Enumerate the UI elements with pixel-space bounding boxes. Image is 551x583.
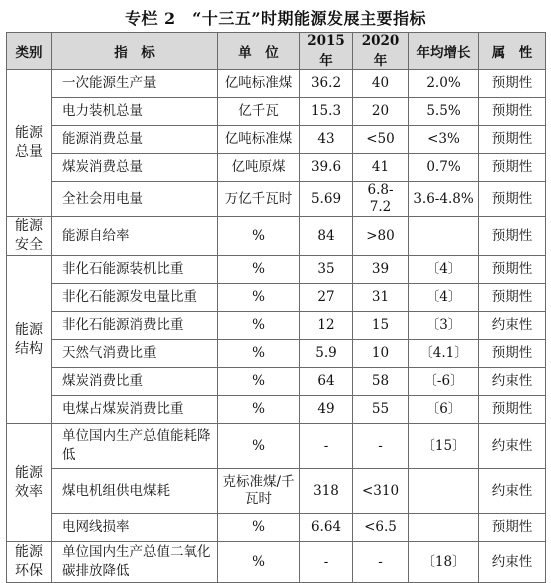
- value-2015-cell: 84: [300, 217, 353, 256]
- header-2020: 2020 年: [353, 33, 409, 70]
- header-attribute: 属 性: [479, 33, 546, 70]
- growth-cell: 〔4〕: [409, 256, 479, 284]
- value-2015-cell: 6.64: [300, 514, 353, 542]
- value-2015-cell: 5.9: [300, 340, 353, 368]
- unit-cell: %: [218, 312, 300, 340]
- growth-cell: [409, 514, 479, 542]
- indicator-cell: 非化石能源装机比重: [52, 256, 218, 284]
- attribute-cell: 预期性: [479, 514, 546, 542]
- header-indicator: 指 标: [52, 33, 218, 70]
- growth-cell: 〔4.1〕: [409, 340, 479, 368]
- indicator-cell: 煤炭消费比重: [52, 368, 218, 396]
- indicator-cell: 单位国内生产总值能耗降低: [52, 424, 218, 469]
- growth-cell: 〔-6〕: [409, 368, 479, 396]
- value-2020-cell: >80: [353, 217, 409, 256]
- indicator-cell: 单位国内生产总值二氧化碳排放降低: [52, 542, 218, 583]
- unit-cell: %: [218, 340, 300, 368]
- value-2015-cell: 12: [300, 312, 353, 340]
- table-row: [7, 424, 546, 469]
- table-title: 专栏 2 “十三五”时期能源发展主要指标: [124, 9, 427, 28]
- growth-cell: 〔18〕: [409, 542, 479, 583]
- value-2020-cell: 40: [353, 70, 409, 98]
- table-row: [7, 126, 546, 154]
- unit-cell: %: [218, 396, 300, 424]
- value-2015-cell: 64: [300, 368, 353, 396]
- attribute-cell: 预期性: [479, 182, 546, 217]
- unit-cell: %: [218, 217, 300, 256]
- value-2020-cell: <50: [353, 126, 409, 154]
- value-2020-cell: <6.5: [353, 514, 409, 542]
- unit-cell: 克标准煤/千瓦时: [218, 469, 300, 514]
- unit-cell: %: [218, 542, 300, 583]
- indicator-cell: 煤电机组供电煤耗: [52, 469, 218, 514]
- attribute-cell: 约束性: [479, 424, 546, 469]
- indicator-cell: 非化石能源消费比重: [52, 312, 218, 340]
- table-row: [7, 98, 546, 126]
- header-growth: 年均增长: [409, 33, 479, 70]
- header-category: 类别: [7, 33, 52, 70]
- value-2015-cell: 43: [300, 126, 353, 154]
- header-row: [7, 33, 546, 70]
- table-row: [7, 340, 546, 368]
- value-2020-cell: 31: [353, 284, 409, 312]
- attribute-cell: 预期性: [479, 70, 546, 98]
- growth-cell: [409, 469, 479, 514]
- attribute-cell: 预期性: [479, 256, 546, 284]
- growth-cell: 〔4〕: [409, 284, 479, 312]
- value-2020-cell: 10: [353, 340, 409, 368]
- value-2020-cell: 41: [353, 154, 409, 182]
- value-2020-cell: 39: [353, 256, 409, 284]
- attribute-cell: 约束性: [479, 542, 546, 583]
- value-2015-cell: -: [300, 424, 353, 469]
- value-2020-cell: 58: [353, 368, 409, 396]
- attribute-cell: 预期性: [479, 340, 546, 368]
- growth-cell: <3%: [409, 126, 479, 154]
- category-cell: 能源 总量: [7, 70, 52, 217]
- value-2015-cell: 35: [300, 256, 353, 284]
- value-2020-cell: <310: [353, 469, 409, 514]
- table-body: [7, 70, 546, 583]
- growth-cell: [409, 217, 479, 256]
- unit-cell: %: [218, 368, 300, 396]
- growth-cell: 〔3〕: [409, 312, 479, 340]
- indicator-cell: 煤炭消费总量: [52, 154, 218, 182]
- unit-cell: 万亿千瓦时: [218, 182, 300, 217]
- attribute-cell: 预期性: [479, 154, 546, 182]
- table-row: [7, 284, 546, 312]
- category-cell: 能源 安全: [7, 217, 52, 256]
- value-2015-cell: -: [300, 542, 353, 583]
- value-2020-cell: 55: [353, 396, 409, 424]
- value-2015-cell: 49: [300, 396, 353, 424]
- indicator-cell: 电网线损率: [52, 514, 218, 542]
- attribute-cell: 预期性: [479, 284, 546, 312]
- unit-cell: 亿千瓦: [218, 98, 300, 126]
- header-2015: 2015 年: [300, 33, 353, 70]
- growth-cell: 3.6-4.8%: [409, 182, 479, 217]
- attribute-cell: 约束性: [479, 469, 546, 514]
- attribute-cell: 预期性: [479, 126, 546, 154]
- growth-cell: 〔6〕: [409, 396, 479, 424]
- unit-cell: 亿吨标准煤: [218, 126, 300, 154]
- category-cell: 能源 结构: [7, 256, 52, 424]
- indicators-table: [6, 32, 546, 583]
- unit-cell: %: [218, 284, 300, 312]
- table-row: [7, 396, 546, 424]
- indicator-cell: 天然气消费比重: [52, 340, 218, 368]
- table-row: [7, 469, 546, 514]
- table-row: [7, 542, 546, 583]
- growth-cell: 0.7%: [409, 154, 479, 182]
- unit-cell: %: [218, 256, 300, 284]
- indicator-cell: 电煤占煤炭消费比重: [52, 396, 218, 424]
- attribute-cell: 预期性: [479, 98, 546, 126]
- indicator-cell: 能源消费总量: [52, 126, 218, 154]
- growth-cell: 2.0%: [409, 70, 479, 98]
- value-2020-cell: -: [353, 542, 409, 583]
- indicator-cell: 非化石能源发电量比重: [52, 284, 218, 312]
- indicator-cell: 全社会用电量: [52, 182, 218, 217]
- indicator-cell: 电力装机总量: [52, 98, 218, 126]
- table-row: [7, 514, 546, 542]
- value-2015-cell: 5.69: [300, 182, 353, 217]
- indicator-cell: 能源自给率: [52, 217, 218, 256]
- value-2020-cell: 20: [353, 98, 409, 126]
- table-row: [7, 368, 546, 396]
- unit-cell: %: [218, 514, 300, 542]
- table-row: [7, 182, 546, 217]
- indicator-cell: 一次能源生产量: [52, 70, 218, 98]
- table-row: [7, 256, 546, 284]
- value-2020-cell: 6.8-7.2: [353, 182, 409, 217]
- attribute-cell: 预期性: [479, 217, 546, 256]
- value-2015-cell: 318: [300, 469, 353, 514]
- category-cell: 能源 环保: [7, 542, 52, 583]
- value-2015-cell: 27: [300, 284, 353, 312]
- attribute-cell: 约束性: [479, 368, 546, 396]
- table-row: [7, 217, 546, 256]
- header-unit: 单 位: [218, 33, 300, 70]
- value-2020-cell: -: [353, 424, 409, 469]
- growth-cell: 〔15〕: [409, 424, 479, 469]
- attribute-cell: 约束性: [479, 312, 546, 340]
- table-row: [7, 312, 546, 340]
- value-2015-cell: 36.2: [300, 70, 353, 98]
- unit-cell: 亿吨原煤: [218, 154, 300, 182]
- attribute-cell: 预期性: [479, 396, 546, 424]
- value-2020-cell: 15: [353, 312, 409, 340]
- value-2015-cell: 15.3: [300, 98, 353, 126]
- category-cell: 能源 效率: [7, 424, 52, 542]
- growth-cell: 5.5%: [409, 98, 479, 126]
- table-row: [7, 70, 546, 98]
- unit-cell: %: [218, 424, 300, 469]
- table-row: [7, 154, 546, 182]
- unit-cell: 亿吨标准煤: [218, 70, 300, 98]
- value-2015-cell: 39.6: [300, 154, 353, 182]
